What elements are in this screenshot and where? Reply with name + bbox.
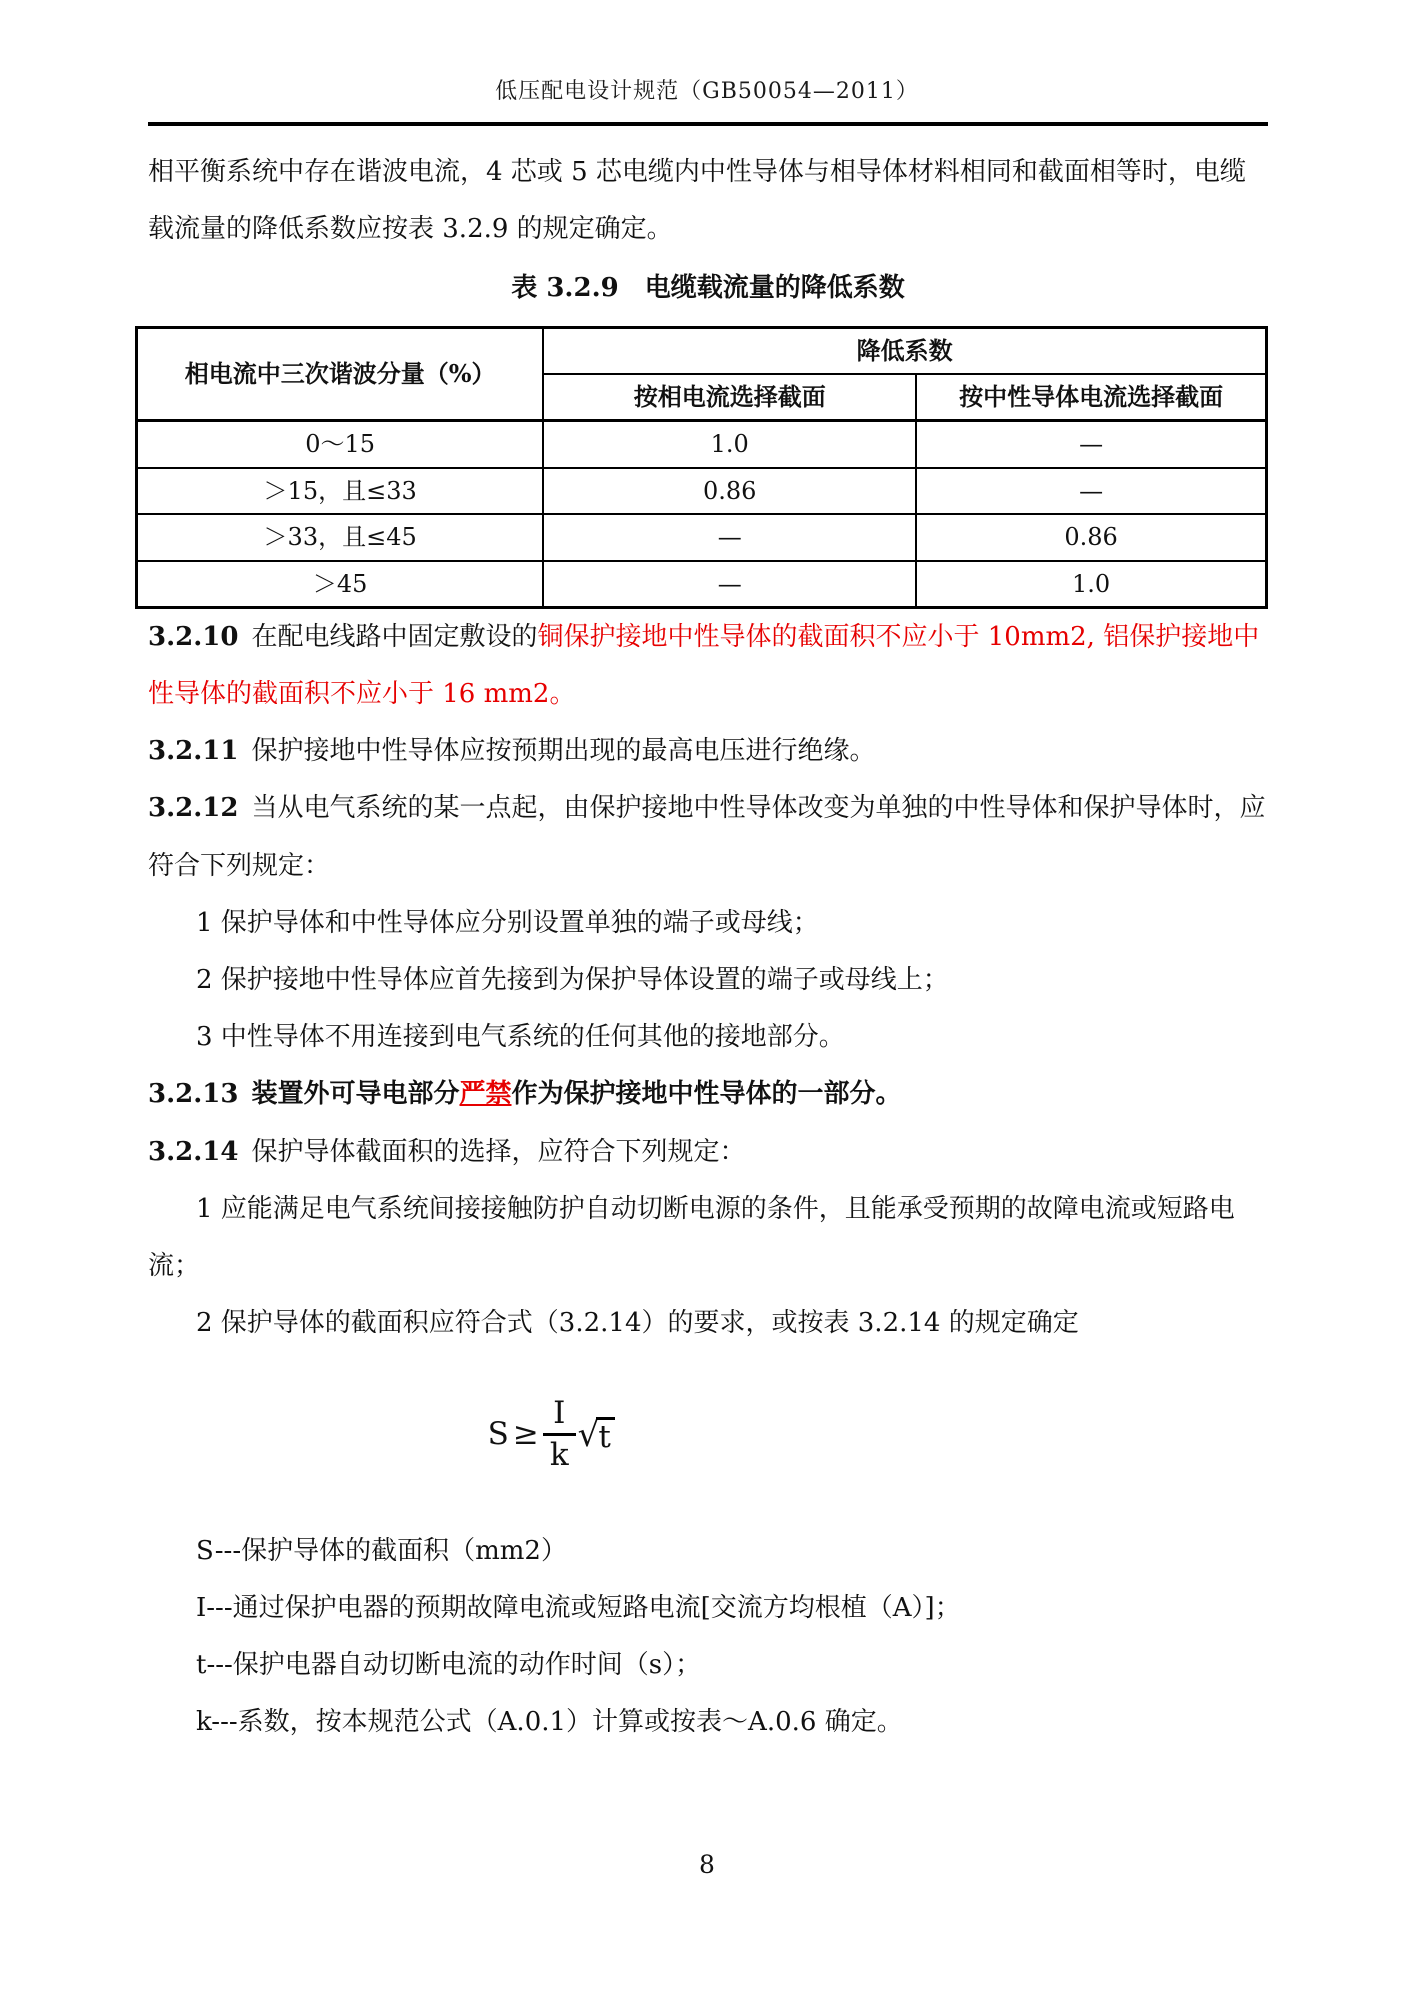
section-text: 保护接地中性导体应按预期出现的最高电压进行绝缘。 (251, 736, 876, 767)
formula-fraction (543, 1394, 576, 1475)
section-3-2-11 (148, 723, 1268, 780)
table-cell: — (543, 561, 916, 608)
table-cell: 1.0 (543, 421, 916, 468)
section-number: 3.2.13 (148, 1079, 239, 1110)
table-cell: ＞45 (137, 561, 544, 608)
section-number: 3.2.14 (148, 1136, 239, 1167)
section-text: 保护导体截面积的选择，应符合下列规定： (251, 1136, 746, 1167)
table-row (137, 561, 1267, 608)
table-cell: 0～15 (137, 421, 544, 468)
table-cell: 0.86 (543, 468, 916, 514)
page-content (148, 144, 1268, 1752)
table-col1-header: 相电流中三次谐波分量（%） (137, 327, 544, 421)
formula-relation: ≥ (512, 1416, 539, 1453)
section-number: 3.2.11 (148, 736, 239, 767)
section-3-2-10 (148, 609, 1268, 723)
clause-3-2-12-1: 1 保护导体和中性导体应分别设置单独的端子或母线； (196, 907, 819, 938)
section-text-red: 铜保护接地中性导体的截面积不应小于 10mm2, 铝保护接地中性导体的截面积不应小于 16 mm2。 (148, 621, 1260, 710)
clause-3-2-12-3: 3 中性导体不用连接到电气系统的任何其他的接地部分。 (196, 1022, 845, 1053)
section-text: 装置外可导电部分 (251, 1079, 460, 1110)
page-number: 8 (699, 1850, 715, 1879)
table-caption: 表 3.2.9 电缆载流量的降低系数 (511, 273, 905, 304)
table-row (137, 421, 1267, 468)
section-3-2-13 (148, 1066, 1268, 1123)
table-group-header: 降低系数 (543, 327, 1266, 374)
section-text: 在配电线路中固定敷设的 (251, 621, 538, 652)
intro-paragraph: 相平衡系统中存在谐波电流，4 芯或 5 芯电缆内中性导体与相导体材料相同和截面相等时，电缆载流量的降低系数应按表 3.2.9 的规定确定。 (148, 157, 1246, 245)
table-cell: ＞33，且≤45 (137, 514, 544, 560)
table-cell: — (543, 514, 916, 560)
section-text: 作为保护接地中性导体的一部分。 (511, 1079, 902, 1110)
table-cell: 0.86 (916, 514, 1266, 560)
header-rule (148, 122, 1268, 126)
definition-I: I---通过保护电器的预期故障电流或短路电流[交流方均根植（A）]； (196, 1593, 961, 1624)
section-text: 当从电气系统的某一点起，由保护接地中性导体改变为单独的中性导体和保护导体时，应符合下列规定： (148, 793, 1266, 881)
formula-3-2-14 (148, 1394, 954, 1475)
table-cell: — (916, 468, 1266, 514)
definition-S: S---保护导体的截面积（mm2） (196, 1535, 567, 1566)
formula-radicand: t (596, 1417, 614, 1453)
doc-header-title: 低压配电设计规范（GB50054—2011） (495, 79, 919, 104)
section-3-2-12 (148, 780, 1268, 894)
section-number: 3.2.10 (148, 621, 239, 652)
table-header-row-1 (137, 327, 1267, 374)
table-row (137, 468, 1267, 514)
clause-3-2-14-1: 1 应能满足电气系统间接接触防护自动切断电源的条件，且能承受预期的故障电流或短路电流； (148, 1193, 1235, 1281)
table-cell: 1.0 (916, 561, 1266, 608)
table-cell: — (916, 421, 1266, 468)
sqrt-icon: √ (577, 1414, 600, 1455)
forbidden-emphasis: 严禁 (459, 1079, 512, 1110)
formula-lhs: S (487, 1416, 509, 1453)
section-number: 3.2.12 (148, 793, 239, 824)
harmonics-derating-table (135, 326, 1268, 609)
definition-k: k---系数，按本规范公式（A.0.1）计算或按表～A.0.6 确定。 (196, 1707, 903, 1738)
clause-3-2-12-2: 2 保护接地中性导体应首先接到为保护导体设置的端子或母线上； (196, 965, 949, 996)
table-row (137, 514, 1267, 560)
section-3-2-14 (148, 1124, 1268, 1181)
formula-denominator: k (549, 1437, 569, 1474)
formula-numerator: I (543, 1394, 576, 1436)
table-subheader-neutral: 按中性导体电流选择截面 (916, 374, 1266, 421)
definition-t: t---保护电器自动切断电流的动作时间（s）； (196, 1650, 702, 1681)
table-subheader-phase: 按相电流选择截面 (543, 374, 916, 421)
table-cell: ＞15，且≤33 (137, 468, 544, 514)
clause-3-2-14-2: 2 保护导体的截面积应符合式（3.2.14）的要求，或按表 3.2.14 的规定确定 (196, 1308, 1079, 1339)
